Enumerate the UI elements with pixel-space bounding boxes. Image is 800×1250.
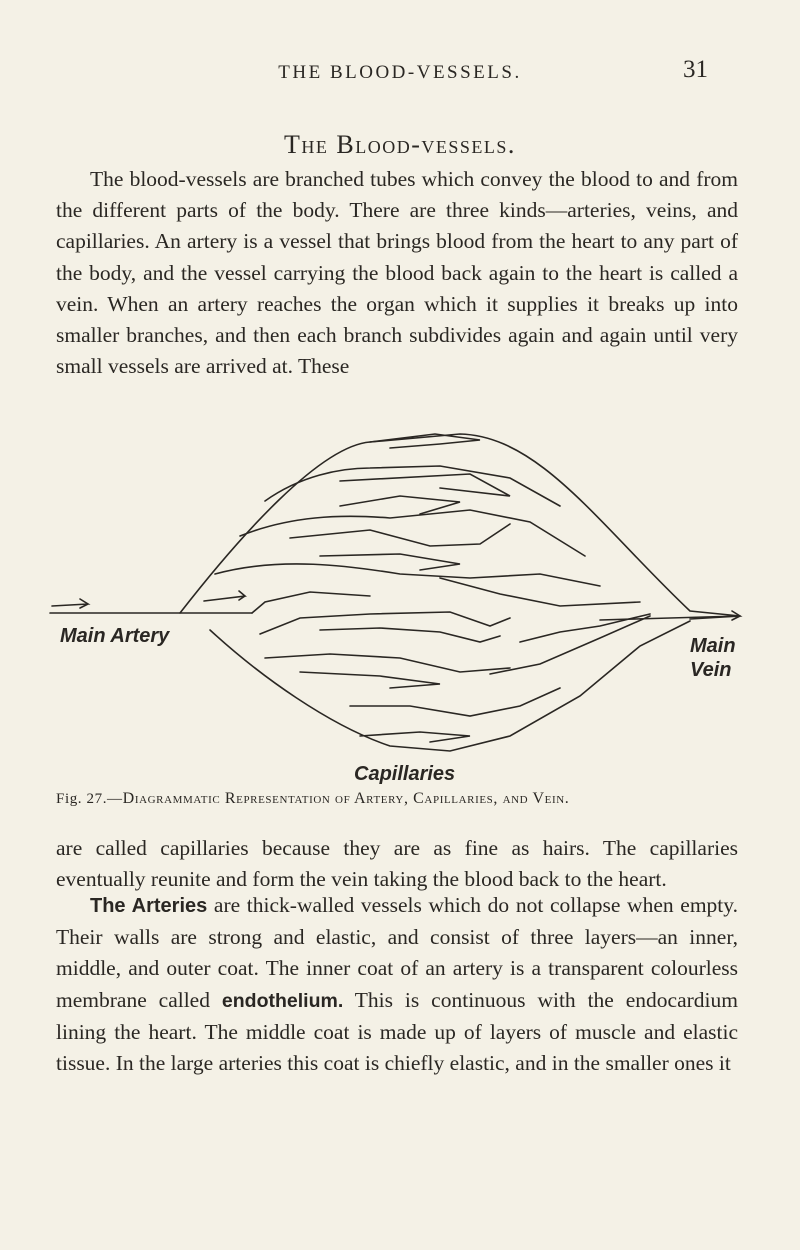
capillary-path <box>260 612 510 634</box>
capillary-lower-arch <box>210 621 690 751</box>
capillary-path <box>290 524 510 546</box>
label-capillaries: Capillaries <box>354 763 456 785</box>
capillary-path <box>350 688 560 716</box>
capillary-path <box>490 616 650 674</box>
capillary-path <box>300 672 440 688</box>
paragraph-intro: The blood-vessels are branched tubes which convey the blood to and from the different parts of the body. There are three kinds—arteries, veins, and capillaries. An artery is a vessel that brings blood from the heart to any part of the body, and the vessel carrying the blood back again to the heart is called a vein. When an artery reaches the organ which it supplies it breaks up into smaller branches, and then each branch subdivides again and again until very small vessels are arrived at. These <box>56 167 738 379</box>
branch-arrow <box>204 591 245 601</box>
capillary-path <box>265 654 510 672</box>
capillary-path <box>265 466 560 506</box>
capillary-path <box>240 510 585 556</box>
arteries-text-1: are thick-walled vessels which do not collapse when empty. Their walls are strong and elastic, and consist of three layers—an inner, middle, and outer coat. The inner coat of an artery is a transparent colourless membrane called <box>56 893 739 1012</box>
paragraph-arteries <box>56 890 738 1079</box>
capillary-path <box>215 564 600 586</box>
capillary-outer-arch <box>180 434 740 616</box>
capillary-path <box>252 592 370 613</box>
term-endothelium: endothelium. <box>221 989 344 1012</box>
capillary-path <box>340 496 460 514</box>
section-title: The Blood-vessels. <box>284 130 516 159</box>
page-number: 31 <box>683 56 708 83</box>
label-main-vein-2: Vein <box>690 659 732 681</box>
label-main-artery: Main Artery <box>60 625 170 647</box>
paragraph-capillaries: are called capillaries because they are as fine as hairs. The capillaries eventually reunite and form the vein taking the blood back to the heart. <box>56 836 738 892</box>
caption-text: Diagrammatic Representation of Artery, Capillaries, and Vein. <box>122 790 570 807</box>
vessel-diagram <box>40 406 760 786</box>
figure-artery-capillaries-vein <box>40 406 760 786</box>
label-main-vein-1: Main <box>690 635 736 657</box>
capillary-path <box>340 474 510 496</box>
capillary-path <box>320 554 460 570</box>
arteries-text-2: This is continuous with the endocardium lining the heart. The middle coat is made up of layers of muscle and elastic tissue. In the large arteries this coat is chiefly elastic, and in the smaller ones it <box>56 987 739 1076</box>
running-title: THE BLOOD-VESSELS. <box>278 62 522 83</box>
figure-caption <box>56 790 756 808</box>
artery-arrow <box>52 599 88 608</box>
capillary-path <box>520 614 650 642</box>
arteries-lead: The Arteries <box>90 895 208 917</box>
running-header <box>0 56 800 92</box>
caption-prefix: Fig. 27.— <box>56 791 123 807</box>
capillary-path <box>320 628 500 642</box>
capillary-path <box>440 578 640 606</box>
